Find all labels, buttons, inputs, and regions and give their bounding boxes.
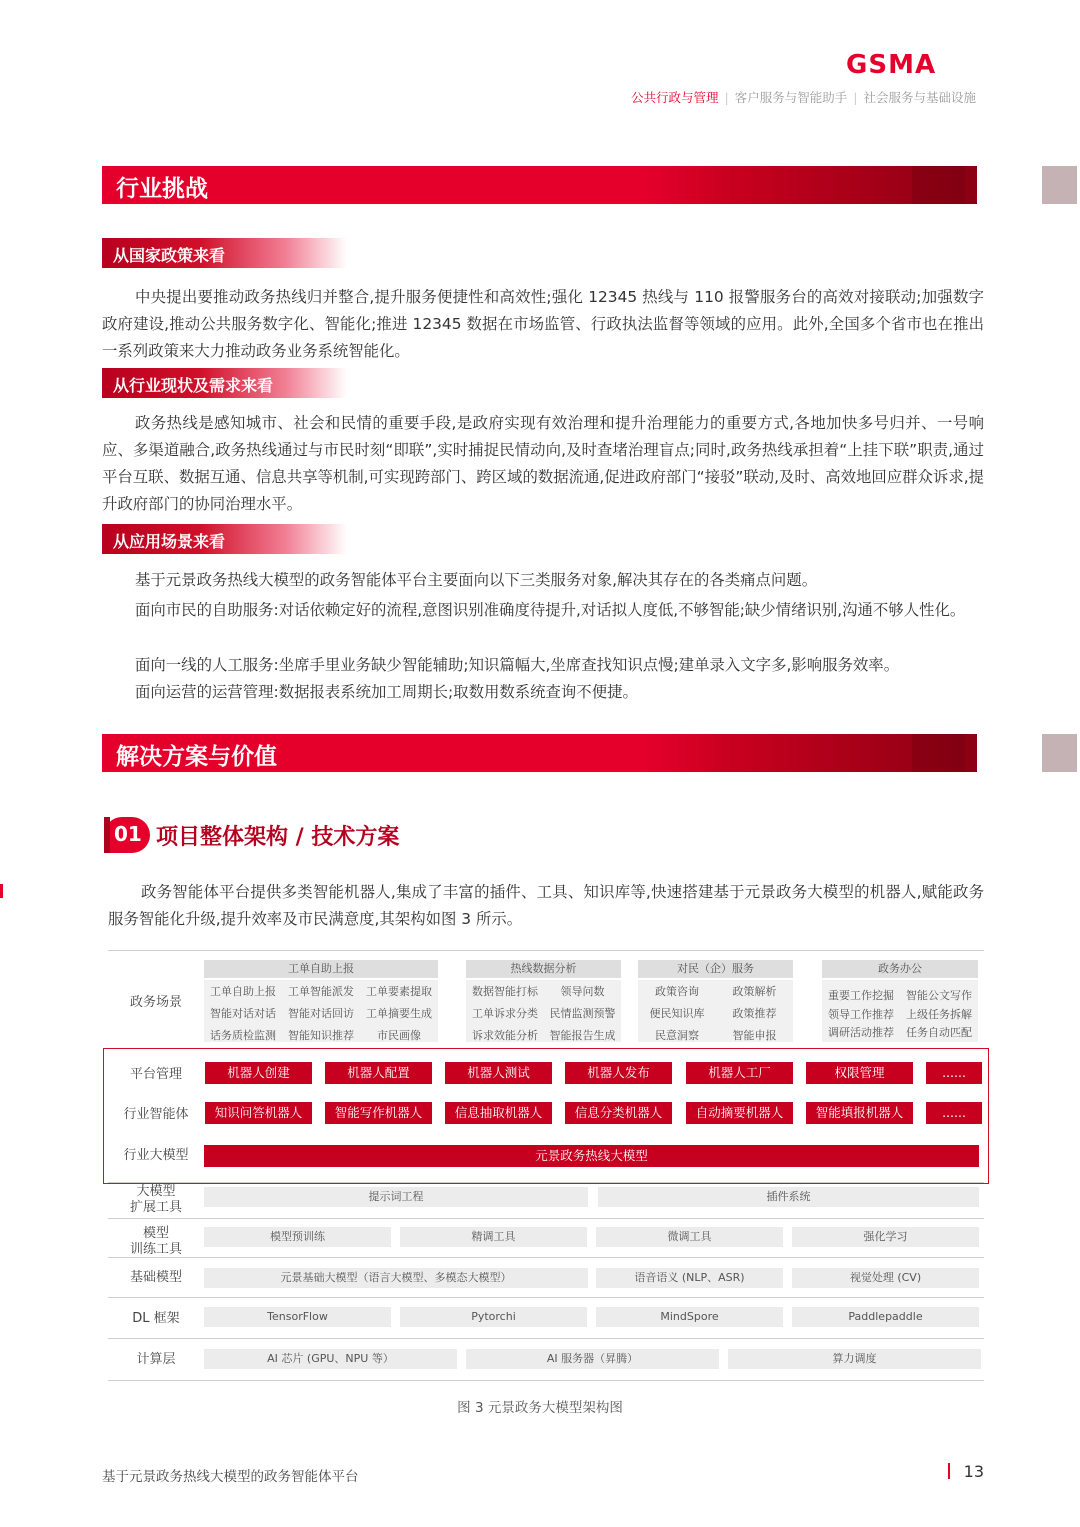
scenario-paragraph-2: 面向市民的自助服务:对话依赖定好的流程,意图识别准确度待提升,对话拟人度低,不够智能;缺少情绪识别,沟通不够人性化。 [135,601,966,619]
policy-paragraph: 中央提出要推动政务热线归并整合,提升服务便捷性和高效性;强化 12345 热线与 110 报警服务台的高效对接联动;加强数字政府建设,推动公共服务数字化、智能化;推进 12345 数据在市场监管、行政执法监督等领域的应用。此外,全国多个省市也在推出一系列政策来大力推动政务业务系统智能化。 [102,288,984,360]
base-model: 元景基础大模型（语言大模型、多模态大模型） [204,1268,588,1288]
train-tool: 微调工具 [596,1227,783,1247]
architecture-paragraph: 政务智能体平台提供多类智能机器人,集成了丰富的插件、工具、知识库等,快速搭建基于元景政务大模型的机器人,赋能政务服务智能化升级,提升效率及市民满意度,其架构如图 3 所示。 [108,883,984,928]
scene-item: 话务质检监测 [210,1029,276,1042]
number-text: 01 [114,822,142,846]
scene-item: 便民知识库 [649,1007,705,1020]
subheading-text: 从国家政策来看 [113,246,226,265]
gsma-logo: GSMA [846,50,937,80]
scenario-paragraph-4: 面向运营的运营管理:数据报表系统加工周期长;取数用数系统查询不便捷。 [135,683,638,701]
subheading-scenarios [102,524,347,554]
scene-item: 民情监测预警 [549,1007,616,1020]
ext-tool: 插件系统 [598,1187,979,1207]
platform-item: 机器人发布 [565,1062,672,1084]
platform-item: 机器人创建 [205,1062,312,1084]
scene-item: 调研活动推荐 [828,1026,894,1039]
row-label-base: 基础模型 [129,1270,182,1285]
row-label-dl: DL 框架 [132,1311,180,1326]
scene-item: 智能对话回访 [288,1007,354,1020]
scene-group-header: 工单自助上报 [204,960,438,978]
row-label-scene: 政务场景 [129,995,182,1010]
row-label-compute: 计算层 [136,1352,176,1367]
platform-item: ...... [926,1062,982,1084]
page-number-text: 13 [963,1462,984,1481]
row-label-agents: 行业智能体 [123,1107,189,1122]
dl-framework: MindSpore [596,1307,783,1327]
category-nav [631,88,976,106]
platform-item: 机器人测试 [445,1062,552,1084]
train-tool: 模型预训练 [204,1227,391,1247]
scene-group-header: 热线数据分析 [466,960,621,978]
scenario-paragraph-1: 基于元景政务热线大模型的政务智能体平台主要面向以下三类服务对象,解决其存在的各类痛点问题。 [135,571,818,589]
scene-item: 重要工作挖掘 [828,989,894,1002]
base-model: 语音语义 (NLP、ASR) [596,1268,783,1288]
row-label-train [108,1226,204,1258]
nav-item-customer-service[interactable]: 客户服务与智能助手 [734,90,848,105]
industry-llm-bar: 元景政务热线大模型 [204,1145,979,1167]
scene-item: 任务自动匹配 [906,1026,972,1039]
scenario-paragraph-3: 面向一线的人工服务:坐席手里业务缺少智能辅助;知识篇幅大,坐席查找知识点慢;建单录入文字多,影响服务效率。 [135,656,900,674]
dl-framework: TensorFlow [204,1307,391,1327]
scene-item: 民意洞察 [655,1029,699,1042]
subheading-text: 从应用场景来看 [113,532,226,551]
scene-item: 工单智能派发 [288,985,354,998]
platform-item: 机器人工厂 [686,1062,793,1084]
compute-item: 算力调度 [728,1349,981,1369]
section-title: 行业挑战 [116,176,208,202]
section-bar-challenges [102,166,977,204]
number-badge [104,817,150,853]
edge-marker [0,884,3,898]
agent-item: ...... [926,1102,982,1124]
subheading-text: 从行业现状及需求来看 [113,376,274,395]
ext-tool: 提示词工程 [204,1187,588,1207]
scene-item: 政策推荐 [732,1007,777,1020]
scene-item: 工单诉求分类 [472,1007,538,1020]
scene-item: 诉求效能分析 [472,1029,538,1042]
agent-item: 知识问答机器人 [205,1102,312,1124]
scene-item: 政策解析 [732,985,777,998]
base-model: 视觉处理 (CV) [792,1268,979,1288]
scene-item: 上级任务拆解 [906,1008,972,1021]
train-tool: 强化学习 [792,1227,979,1247]
scene-item: 工单摘要生成 [366,1007,432,1020]
scene-group-header: 政务办公 [822,960,978,978]
nav-separator: | [724,90,729,105]
nav-separator: | [853,90,858,105]
row-label-ext [108,1184,204,1216]
nav-item-social-services[interactable]: 社会服务与基础设施 [863,90,976,105]
scene-item: 数据智能打标 [472,985,538,998]
agent-item: 信息抽取机器人 [445,1102,552,1124]
section-bar-solution [102,734,977,772]
label-line: 大模型 [136,1184,176,1199]
page-number [948,1462,984,1481]
architecture-heading: 项目整体架构 / 技术方案 [156,825,400,850]
label-line: 训练工具 [129,1242,182,1257]
scene-item: 市民画像 [377,1029,421,1042]
platform-item: 权限管理 [806,1062,913,1084]
scene-item: 智能公文写作 [906,989,972,1002]
row-label-platform: 平台管理 [129,1067,182,1082]
scene-group-header: 对民（企）服务 [638,960,793,978]
dl-framework: Paddlepaddle [792,1307,979,1327]
industry-paragraph: 政务热线是感知城市、社会和民情的重要手段,是政府实现有效治理和提升治理能力的重要方式,各地加快多号归并、一号响应、多渠道融合,政务热线通过与市民时刻“即联”,实时捕捉民情动向,及时查堵治理盲点;同时,政务热线承担着“上挂下联”职责,通过平台互联、数据互通、信息共享等机制,可实现跨部门、跨区域的数据流通,促进政府部门“接驳”联动,及时、高效地回应群众诉求,提升政府部门的协同治理水平。 [102,414,985,513]
label-line: 模型 [142,1226,169,1241]
agent-item: 自动摘要机器人 [686,1102,793,1124]
scene-item: 智能对话对话 [210,1007,276,1020]
dl-framework: Pytorchi [400,1307,587,1327]
agent-item: 智能写作机器人 [325,1102,432,1124]
agent-item: 智能填报机器人 [806,1102,913,1124]
scene-item: 智能申报 [732,1029,777,1042]
compute-item: AI 芯片 (GPU、NPU 等） [204,1349,457,1369]
scene-item: 工单要素提取 [366,985,432,998]
platform-item: 机器人配置 [325,1062,432,1084]
figure-caption: 图 3 元景政务大模型架构图 [457,1400,623,1416]
scene-item: 工单自助上报 [210,985,276,998]
row-label-llm: 行业大模型 [123,1148,189,1163]
scene-item: 政策咨询 [655,985,699,998]
label-line: 扩展工具 [129,1200,182,1215]
train-tool: 精调工具 [400,1227,587,1247]
architecture-diagram [108,950,984,1382]
nav-item-public-admin[interactable]: 公共行政与管理 [631,90,719,105]
scene-item: 智能知识推荐 [288,1029,354,1042]
scene-item: 领导工作推荐 [828,1008,894,1021]
subheading-policy [102,238,347,268]
section-title: 解决方案与价值 [116,744,277,770]
compute-item: AI 服务器（昇腾） [466,1349,719,1369]
scene-item: 智能报告生成 [549,1029,616,1042]
subheading-industry [102,368,347,398]
agent-item: 信息分类机器人 [565,1102,672,1124]
scene-item: 领导问数 [560,985,605,998]
footer-title: 基于元景政务热线大模型的政务智能体平台 [102,1469,359,1485]
